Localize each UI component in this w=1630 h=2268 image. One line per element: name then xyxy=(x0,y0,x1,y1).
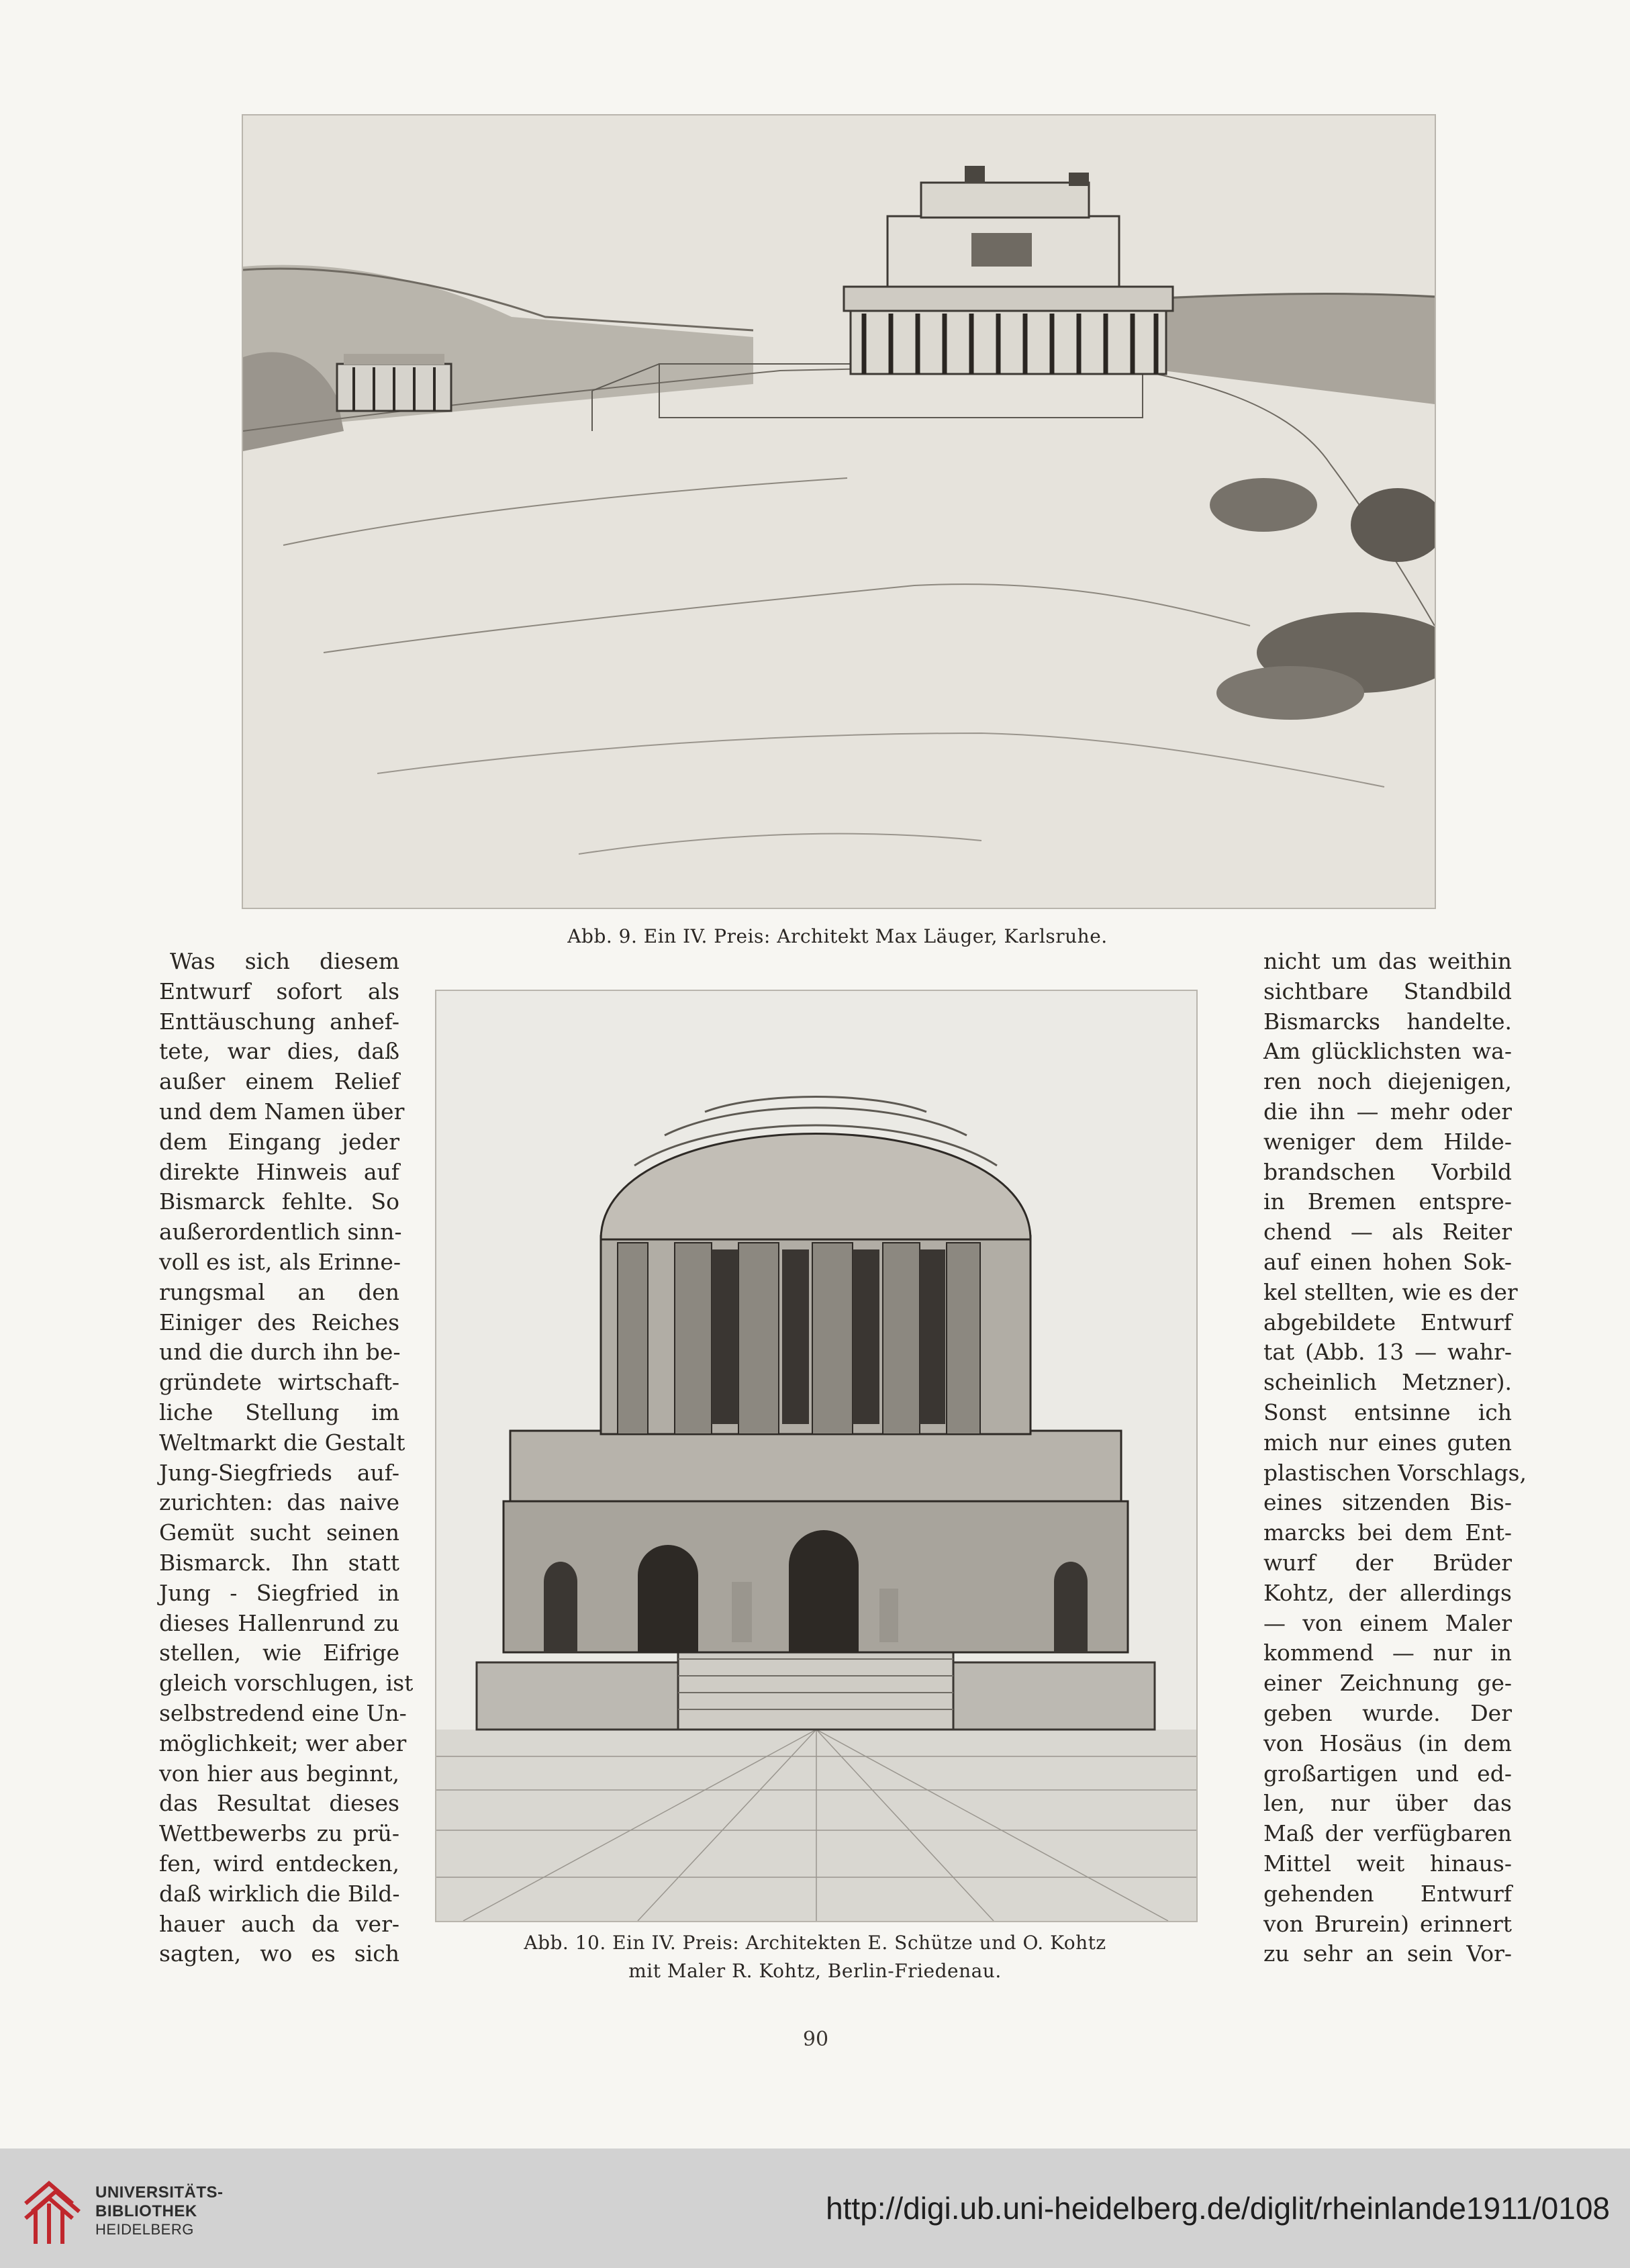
text-line: die ihn — mehr oder xyxy=(1263,1098,1512,1125)
library-footer xyxy=(0,2148,1630,2268)
text-line: kel stellten, wie es der xyxy=(1263,1278,1518,1305)
text-line: daß wirklich die Bild- xyxy=(159,1880,400,1907)
text-line: von Brurein) erinnert xyxy=(1263,1910,1512,1937)
text-line: dem Eingang jeder xyxy=(159,1128,399,1155)
text-line: auf einen hohen Sok- xyxy=(1263,1248,1512,1275)
text-line: direkte Hinweis auf xyxy=(159,1158,399,1185)
text-line: rungsmal an den xyxy=(159,1278,399,1305)
text-line: selbstredend eine Un- xyxy=(159,1699,407,1726)
text-line: sichtbare Standbild xyxy=(1263,978,1512,1004)
text-line: gleich vorschlugen, ist xyxy=(159,1670,414,1697)
right-text-column xyxy=(1263,947,1527,1969)
text-line: Jung - Siegfried in xyxy=(159,1579,399,1606)
text-line: tat (Abb. 13 — wahr- xyxy=(1263,1339,1512,1366)
text-line: geben wurde. Der xyxy=(1263,1699,1512,1726)
figure-10-caption-line2: mit Maler R. Kohtz, Berlin-Friedenau. xyxy=(628,1960,1002,1982)
text-line: Bismarcks handelte. xyxy=(1263,1008,1512,1035)
text-line: nicht um das weithin xyxy=(1263,948,1512,974)
figure-9-illustration xyxy=(242,114,1436,909)
text-line: von hier aus beginnt, xyxy=(159,1760,399,1787)
text-line: das Resultat dieses xyxy=(159,1790,399,1817)
university-library-logo-icon xyxy=(19,2170,86,2245)
text-line: abgebildete Entwurf xyxy=(1263,1309,1512,1335)
text-line: hauer auch da ver- xyxy=(159,1910,399,1937)
page-number: 90 xyxy=(802,2028,829,2051)
text-line: Sonst entsinne ich xyxy=(1263,1399,1512,1425)
text-line: außer einem Relief xyxy=(159,1068,399,1095)
figure-10-caption-line1: Abb. 10. Ein IV. Preis: Architekten E. Schütze und O. Kohtz xyxy=(524,1932,1106,1954)
text-line: fen, wird entdecken, xyxy=(159,1850,399,1877)
library-name-line1: UNIVERSITÄTS- xyxy=(95,2183,224,2202)
figure-9-drawing xyxy=(243,115,1435,908)
text-line: plastischen Vorschlags, xyxy=(1263,1459,1527,1486)
text-line: sagten, wo es sich xyxy=(159,1940,399,1967)
figure-9-caption: Abb. 9. Ein IV. Preis: Architekt Max Läuger, Karlsruhe. xyxy=(567,925,1108,947)
text-line: gründete wirtschaft- xyxy=(159,1369,399,1396)
text-line: zurichten: das naive xyxy=(159,1489,399,1516)
text-line: weniger dem Hilde- xyxy=(1263,1128,1512,1155)
text-line: Gemüt sucht seinen xyxy=(159,1519,399,1546)
text-line: chend — als Reiter xyxy=(1263,1219,1512,1245)
text-line: — von einem Maler xyxy=(1263,1609,1512,1636)
text-line: liche Stellung im xyxy=(159,1399,399,1425)
text-line: und die durch ihn be- xyxy=(159,1339,401,1366)
text-line: kommend — nur in xyxy=(1263,1640,1512,1666)
library-name xyxy=(95,2183,224,2238)
text-line: wurf der Brüder xyxy=(1263,1549,1512,1576)
text-line: scheinlich Metzner). xyxy=(1263,1369,1512,1396)
text-line: und dem Namen über xyxy=(159,1098,405,1125)
text-line: gehenden Entwurf xyxy=(1263,1880,1512,1907)
text-line: Weltmarkt die Gestalt xyxy=(159,1429,405,1456)
text-line: Bismarck fehlte. So xyxy=(159,1188,399,1215)
text-line: Einiger des Reiches xyxy=(159,1309,399,1335)
text-line: in Bremen entspre- xyxy=(1263,1188,1512,1215)
text-line: tete, war dies, daß xyxy=(159,1038,399,1065)
text-line: zu sehr an sein Vor- xyxy=(1263,1940,1512,1967)
text-line: voll es ist, als Erinne- xyxy=(159,1248,401,1275)
figure-10-drawing xyxy=(436,991,1196,1921)
text-line: Was sich diesem xyxy=(170,948,399,974)
text-line: dieses Hallenrund zu xyxy=(159,1609,399,1636)
library-name-line3: HEIDELBERG xyxy=(95,2221,194,2238)
text-line: Enttäuschung anhef- xyxy=(159,1008,399,1035)
text-line: ren noch diejenigen, xyxy=(1263,1068,1512,1095)
text-line: möglichkeit; wer aber xyxy=(159,1730,407,1756)
text-line: Jung-Siegfrieds auf- xyxy=(159,1459,399,1486)
figure-10-illustration xyxy=(435,990,1198,1922)
text-line: len, nur über das xyxy=(1263,1790,1512,1817)
text-line: großartigen und ed- xyxy=(1263,1760,1512,1787)
library-name-line2: BIBLIOTHEK xyxy=(95,2202,197,2220)
text-line: Wettbewerbs zu prü- xyxy=(159,1820,399,1847)
text-line: mich nur eines guten xyxy=(1263,1429,1512,1456)
text-line: außerordentlich sinn- xyxy=(159,1219,402,1245)
text-line: Bismarck. Ihn statt xyxy=(159,1549,399,1576)
text-line: Am glücklichsten wa- xyxy=(1263,1038,1512,1065)
text-line: brandschen Vorbild xyxy=(1263,1158,1512,1185)
text-line: einer Zeichnung ge- xyxy=(1263,1670,1512,1697)
text-line: eines sitzenden Bis- xyxy=(1263,1489,1512,1516)
left-text-column xyxy=(159,947,414,1969)
text-line: marcks bei dem Ent- xyxy=(1263,1519,1512,1546)
text-line: Entwurf sofort als xyxy=(159,978,399,1004)
text-line: von Hosäus (in dem xyxy=(1263,1730,1512,1756)
source-url-link[interactable]: http://digi.ub.uni-heidelberg.de/diglit/rheinlande1911/0108 xyxy=(826,2191,1610,2226)
text-line: Maß der verfügbaren xyxy=(1263,1820,1512,1847)
text-line: Kohtz, der allerdings xyxy=(1263,1579,1512,1606)
figure-10-caption xyxy=(435,1929,1195,1985)
text-line: Mittel weit hinaus- xyxy=(1263,1850,1512,1877)
text-line: stellen, wie Eifrige xyxy=(159,1640,399,1666)
